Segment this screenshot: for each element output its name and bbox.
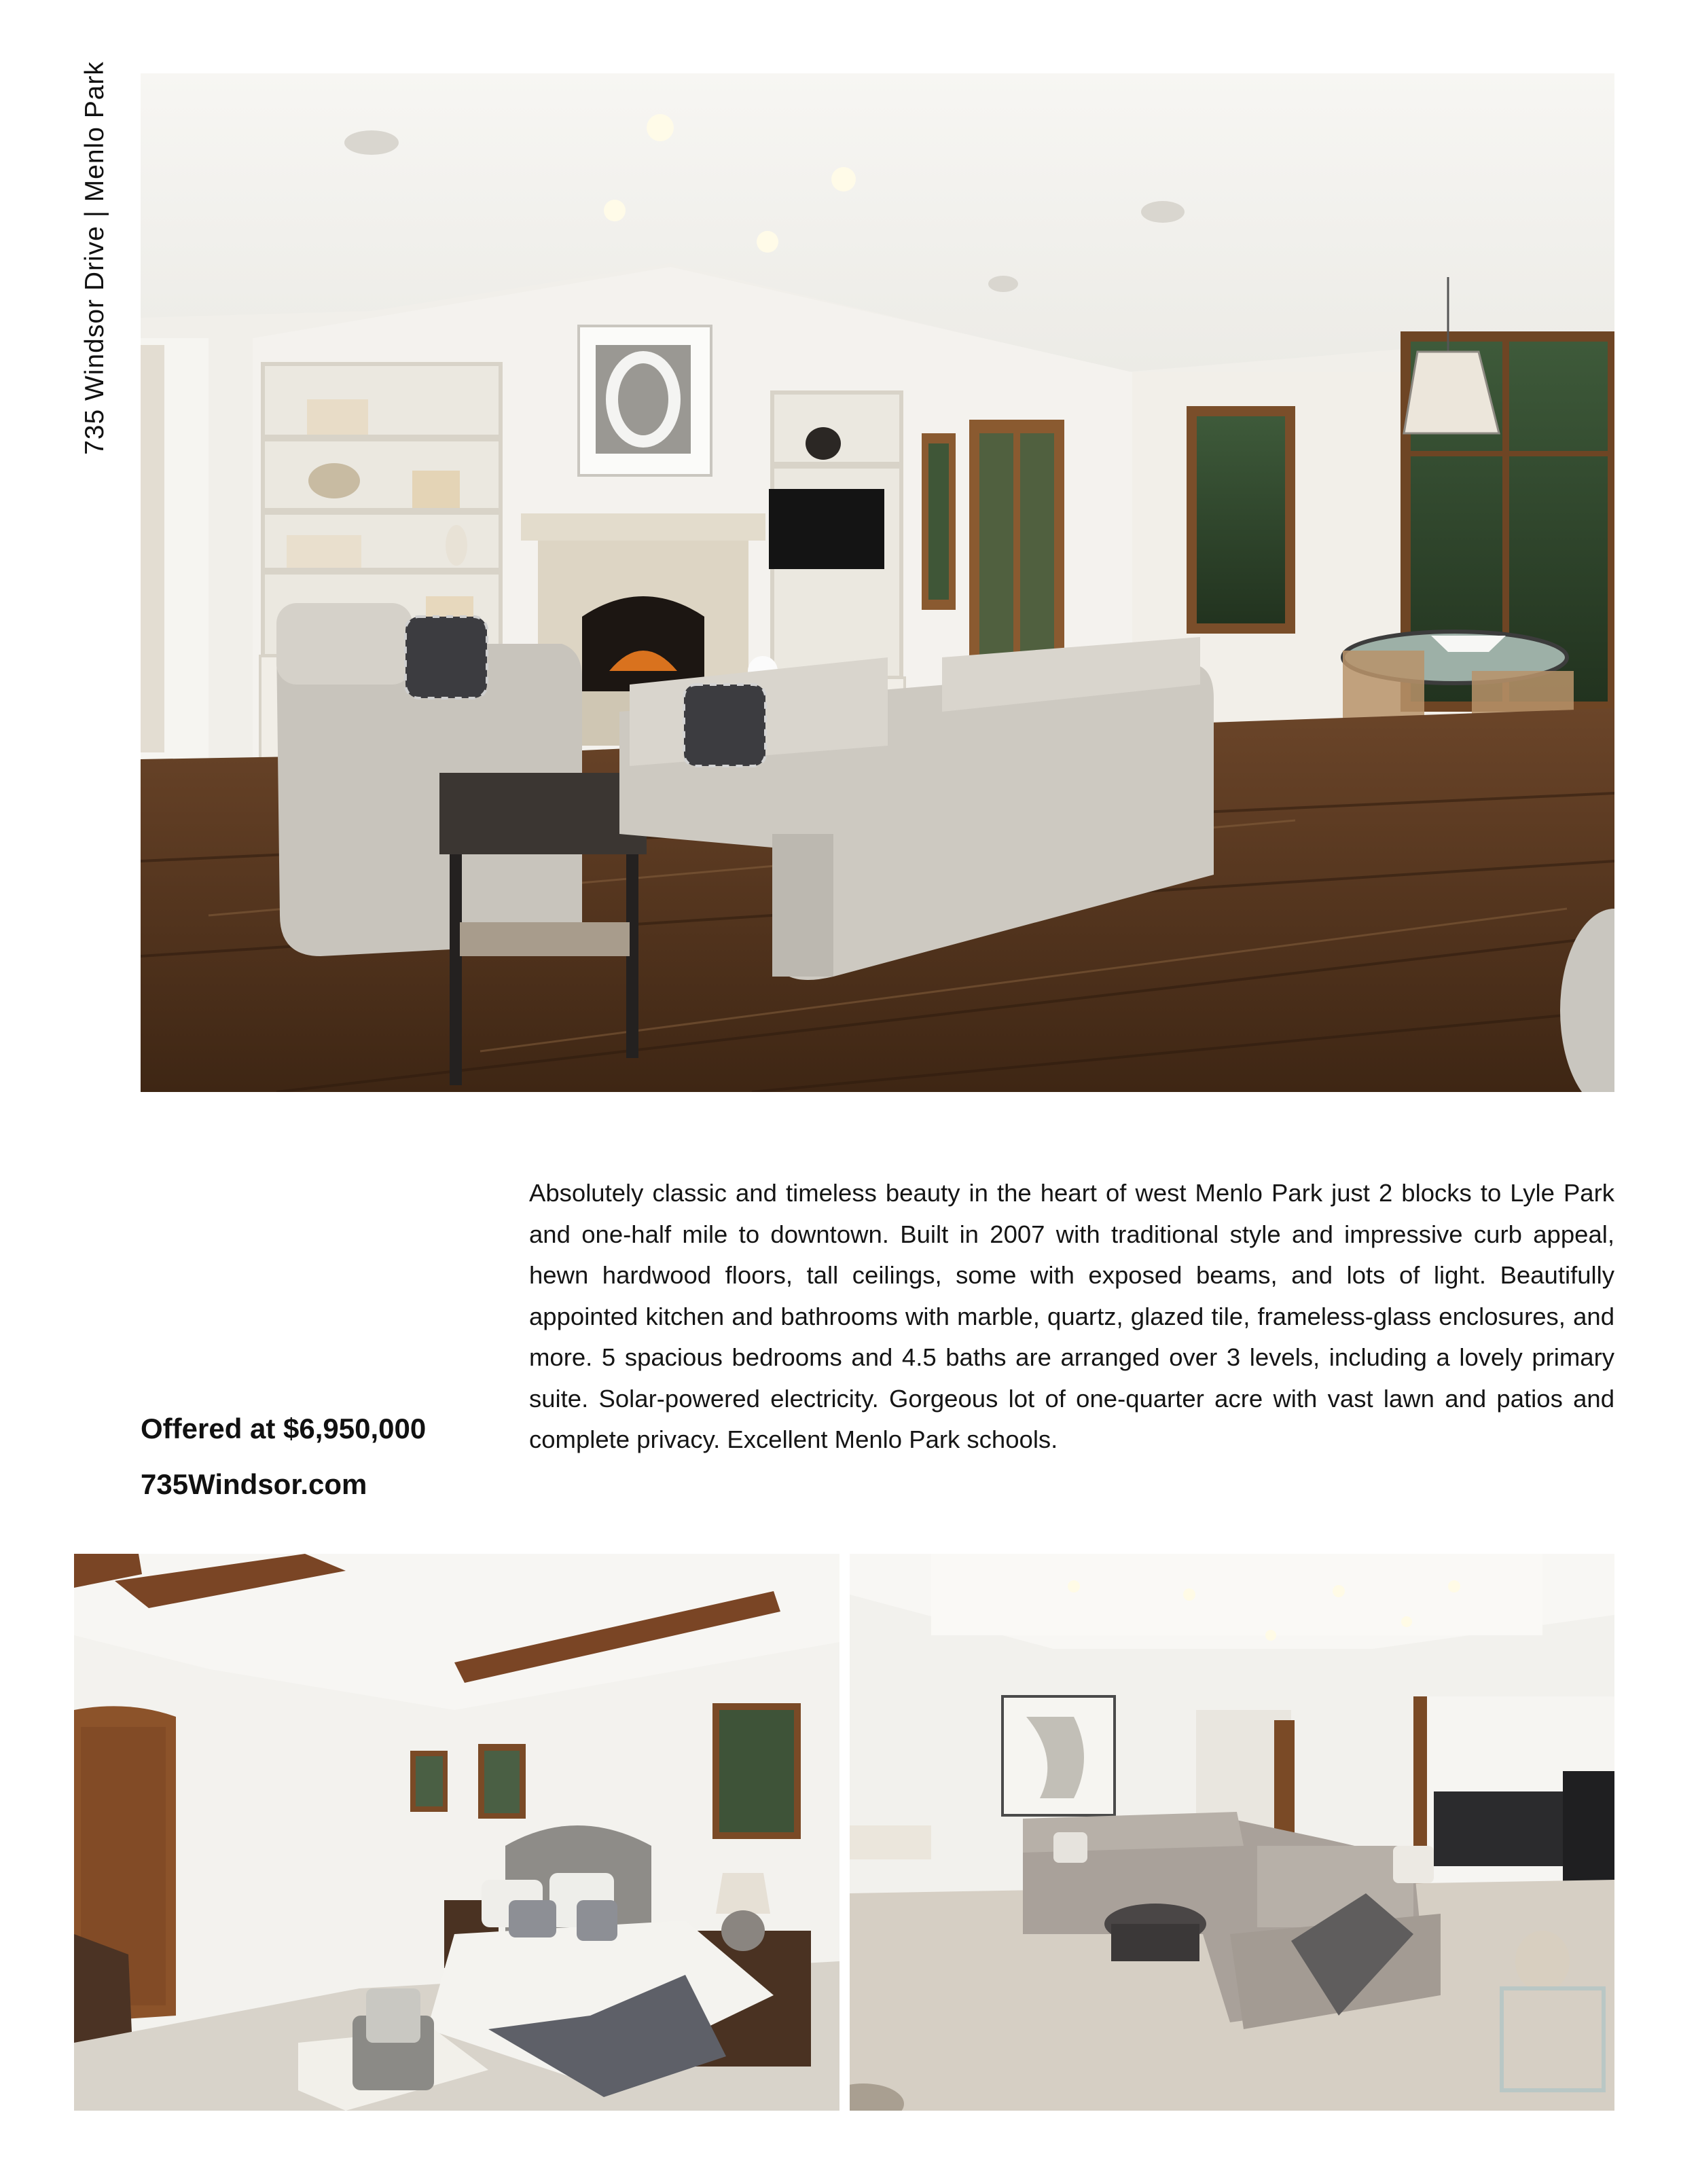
listing-description: Absolutely classic and timeless beauty in the heart of west Menlo Park just 2 blocks to Lyle Park and one-half mile to downtown. Built in 2007 with traditional style and impressive curb appeal, hewn hardwood floors, tall ceilings, some with exposed beams, and lots of light. Beautifully appointed kitchen and bathrooms with marble, quartz, glazed tile, frameless-glass enclosures, and more. 5 spacious bedrooms and 4.5 baths are arranged over 3 levels, including a lovely primary suite. Solar-powered electricity. Gorgeous lot of one-quarter acre with vast lawn and patios and complete privacy. Excellent Menlo Park schools. [529,1179,1614,1453]
listing-offer-block [141,1401,507,1512]
price-text: Offered at $6,950,000 [141,1413,427,1444]
address-side-label: 735 Windsor Drive | Menlo Park [80,61,109,455]
website-link[interactable]: 735Windsor.com [141,1468,367,1500]
bedroom-photo [74,1554,839,2111]
family-room-photo [850,1554,1614,2111]
living-room-photo [141,73,1614,1092]
